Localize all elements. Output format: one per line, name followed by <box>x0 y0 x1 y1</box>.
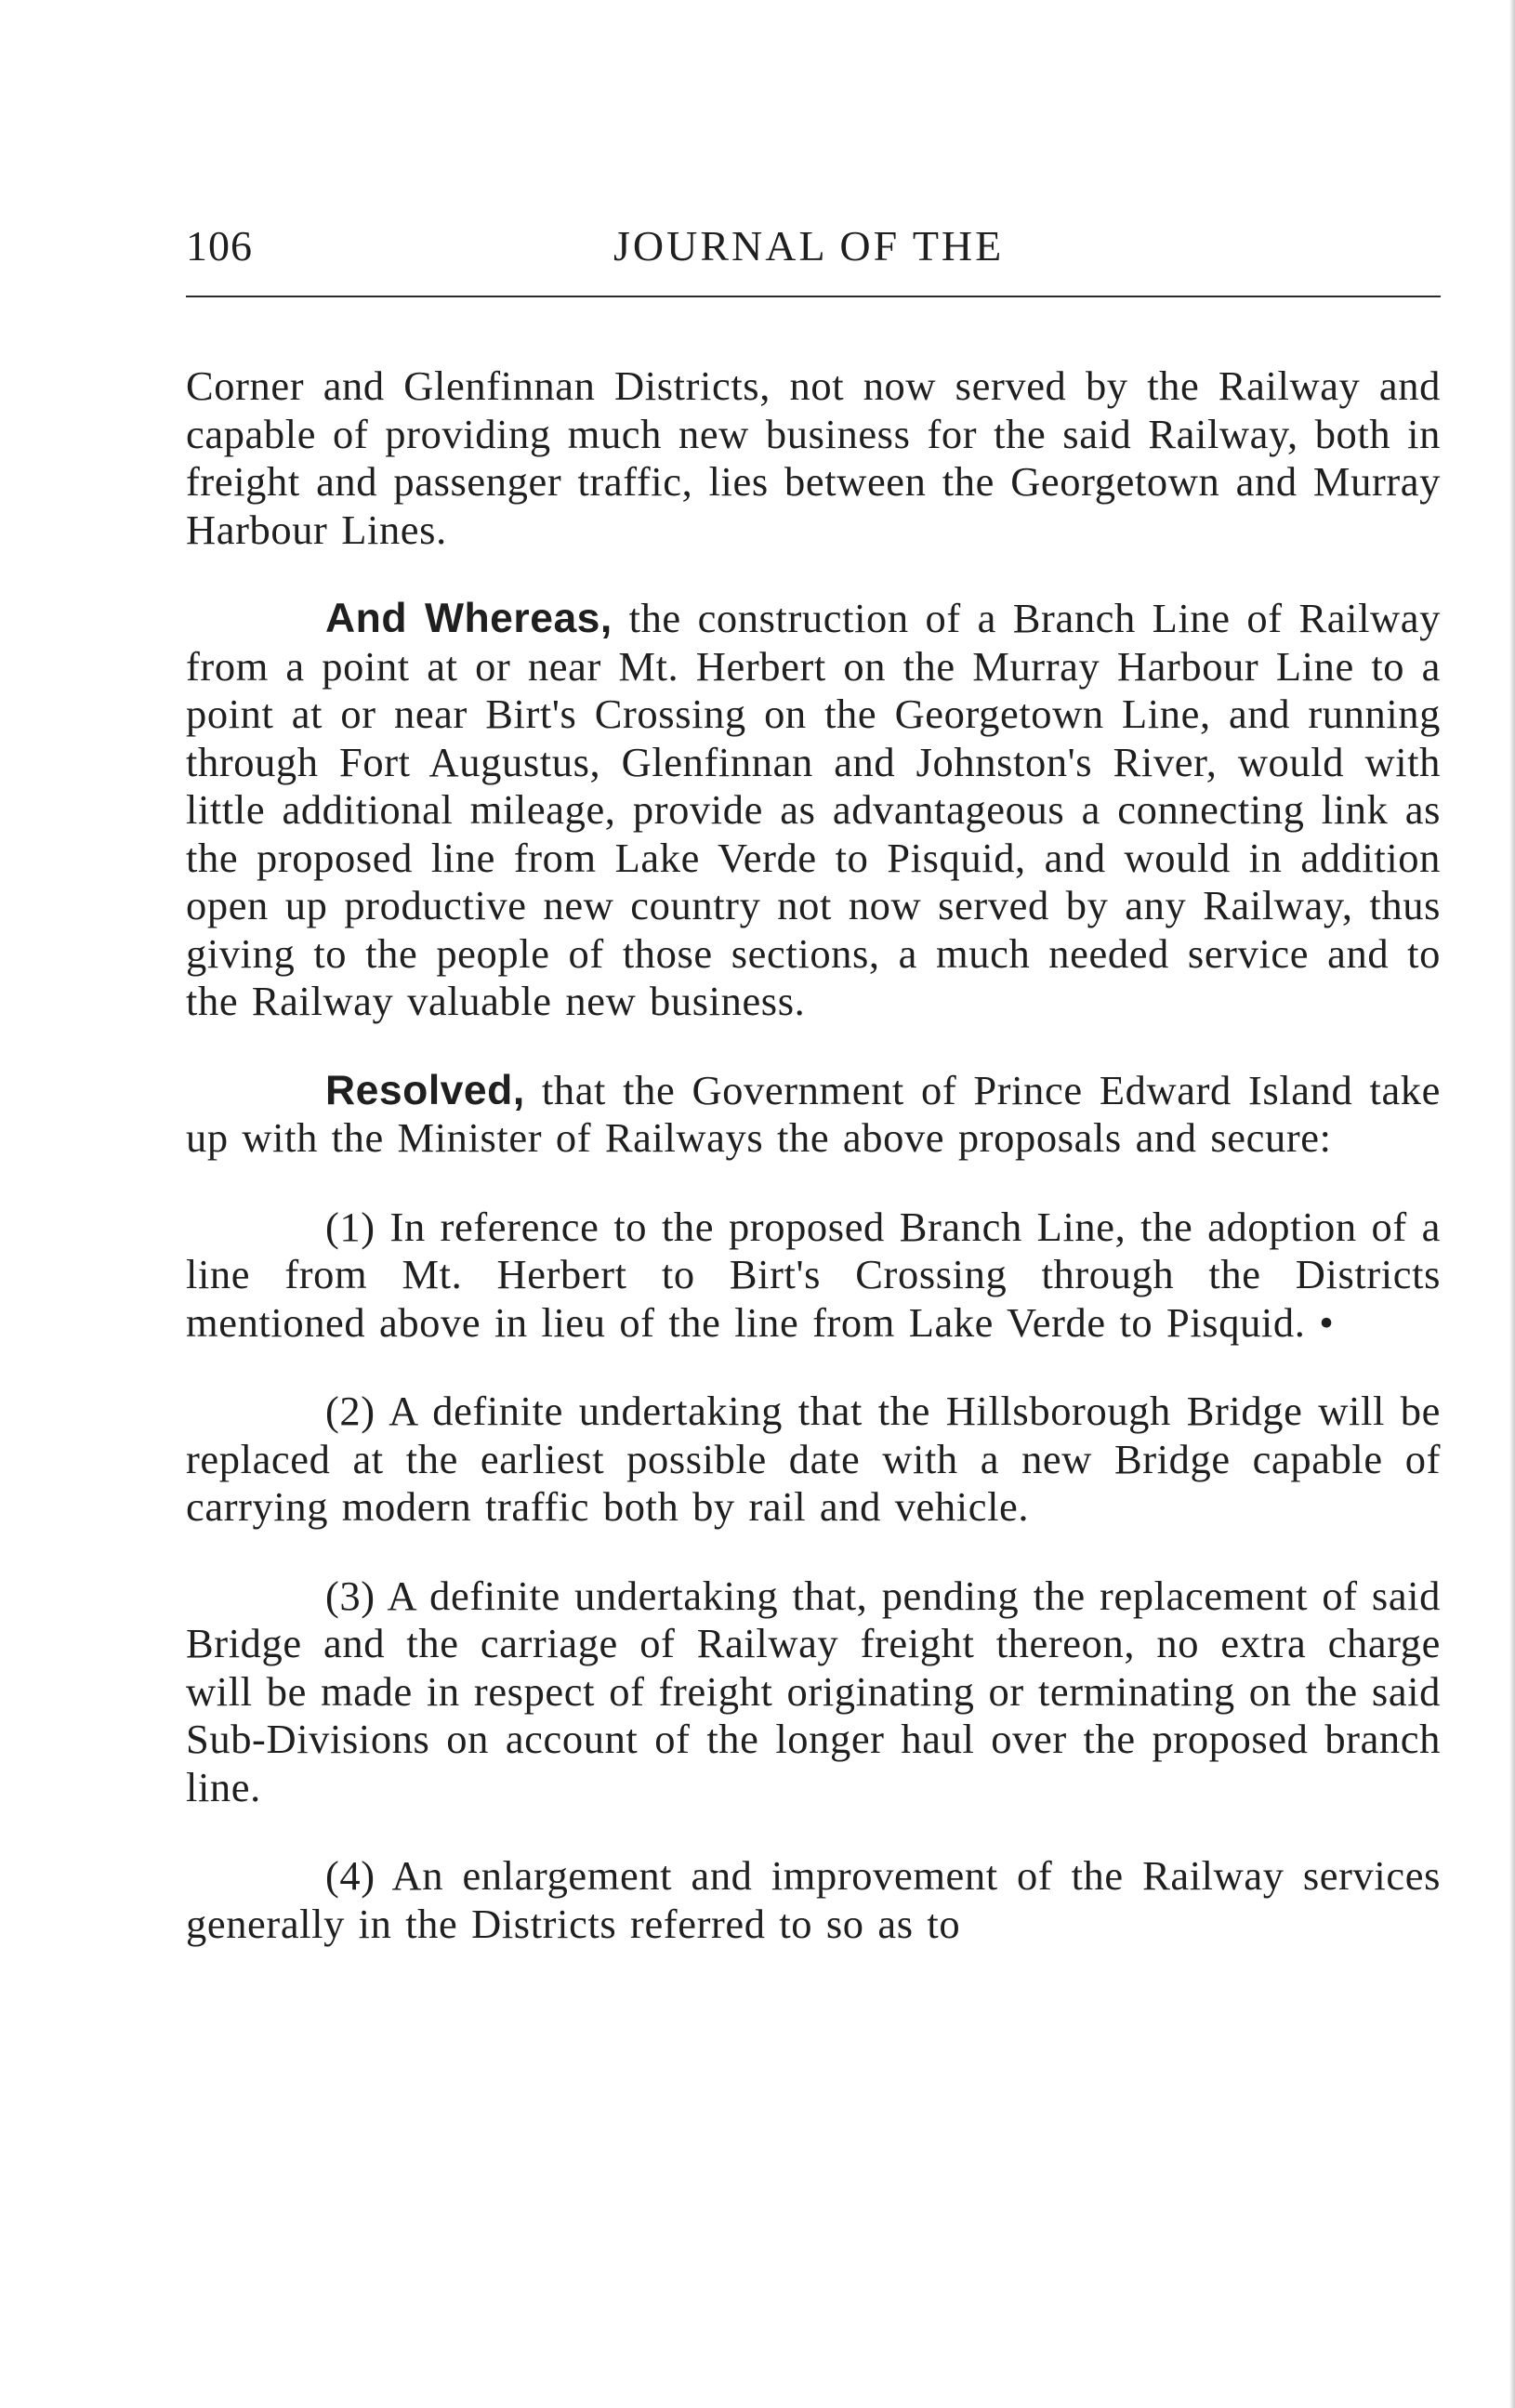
header-rule <box>186 296 1441 297</box>
body-text <box>186 362 1441 1989</box>
paragraph-text: (3) A definite undertaking that, pending the replacement of said Bridge and the carriage of Railway freight thereon, no extra charge will be made in respect of freight originating or terminating on the said Sub-Divisions on account of the longer haul over the proposed branch line. <box>186 1572 1441 1810</box>
paragraph-item-3 <box>186 1572 1441 1812</box>
paragraph-text: Corner and Glenfinnan Districts, not now served by the Railway and capable of providing much new business for the said Railway, both in freight and passenger traffic, lies between the Georgetown and Murray Harbour Lines. <box>186 362 1441 553</box>
paragraph-lead: And Whereas, <box>325 596 613 641</box>
paragraph-lead: Resolved, <box>325 1067 525 1113</box>
paragraph-continuation <box>186 362 1441 554</box>
paragraph-text: the construction of a Branch Line of Railway from a point at or near Mt. Herbert on the Murray Harbour Line to a point at or near Birt's Crossing on the Georgetown Line, and running through Fort Augustus, Glenfinnan and Johnston's River, would with little additional mileage, provide as advantageous a connecting link as the proposed line from Lake Verde to Pisquid, and would in addition open up productive new country not now served by any Railway, thus giving to the people of those sections, a much needed service and to the Railway valuable new business. <box>186 595 1441 1024</box>
page-edge-shadow <box>1509 0 1515 2408</box>
paragraph-text: (1) In reference to the proposed Branch Line, the adoption of a line from Mt. Herbert to Birt's Crossing through the Districts mentioned above in lieu of the line from Lake Verde to Pisquid. • <box>186 1203 1441 1346</box>
paragraph-item-2 <box>186 1388 1441 1532</box>
paragraph-text: (2) A definite undertaking that the Hillsborough Bridge will be replaced at the earliest possible date with a new Bridge capable of carrying modern traffic both by rail and vehicle. <box>186 1388 1441 1530</box>
page-number: 106 <box>186 222 253 270</box>
paragraph-text: (4) An enlargement and improvement of the Railway services generally in the Districts referred to so as to <box>186 1852 1441 1947</box>
paragraph-resolved <box>186 1067 1441 1163</box>
paragraph-whereas <box>186 595 1441 1026</box>
paragraph-text: that the Government of Prince Edward Island take up with the Minister of Railways the above proposals and secure: <box>186 1066 1441 1161</box>
paragraph-item-1 <box>186 1204 1441 1348</box>
running-head: JOURNAL OF THE <box>613 222 1005 270</box>
page-header <box>186 221 1441 286</box>
paragraph-item-4 <box>186 1852 1441 1948</box>
